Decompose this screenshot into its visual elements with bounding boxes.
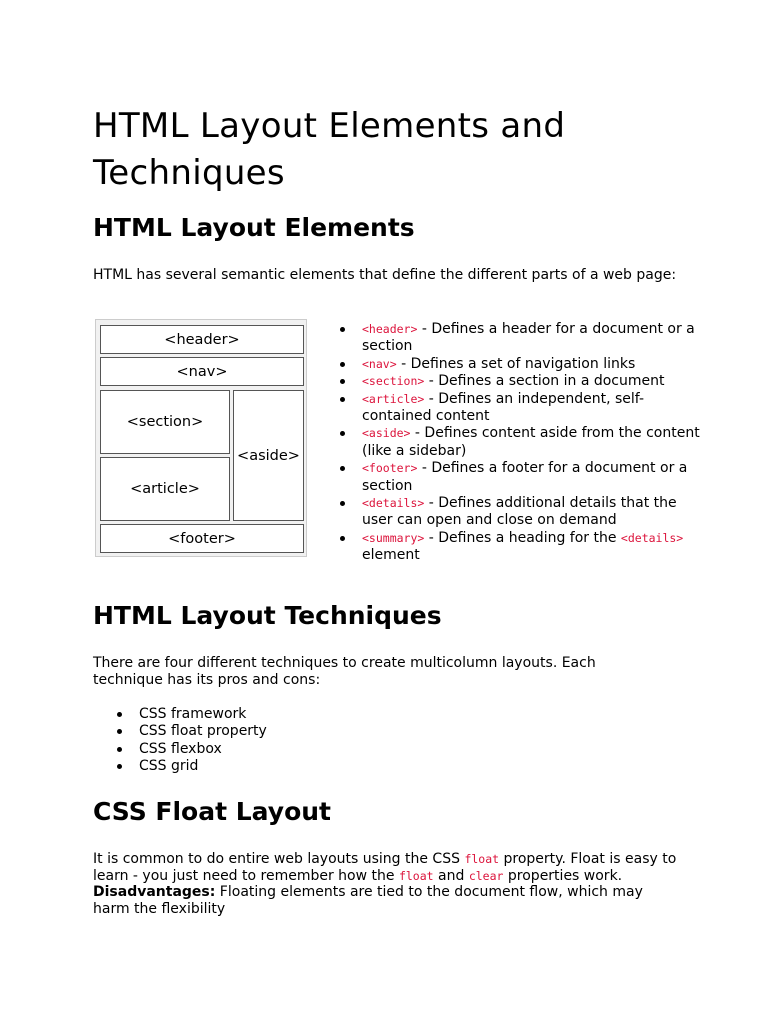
layout-diagram [95,319,307,557]
bullet-icon [117,712,122,717]
heading-layout-elements: HTML Layout Elements [93,213,415,242]
elements-intro: HTML has several semantic elements that define the different parts of a web page: [93,267,677,283]
tag-code: <details> [620,530,684,545]
list-item [362,530,707,565]
elements-list [362,321,707,565]
item-text: - Defines additional details that the user can open and close on demand [362,495,677,529]
list-item [362,495,707,530]
document-title: HTML Layout Elements and Techniques [93,106,566,193]
code-float: float [464,852,500,866]
diagram-section-box: <section> [100,390,230,454]
float-paragraph [93,851,683,917]
item-text: element [362,547,420,564]
bullet-icon [340,362,345,367]
float-text: property. Float is easy to learn - you just need to remember how the [93,851,677,884]
bullet-icon [340,327,345,332]
list-item [362,321,707,356]
tag-code: <header> [362,322,418,336]
list-item [362,391,707,426]
bullet-icon [340,431,345,436]
tag-code: <details> [362,496,425,511]
techniques-intro: There are four different techniques to create multicolumn layouts. Each technique has its pros and cons: [93,655,596,688]
item-text: - Defines a set of navigation links [396,355,636,372]
bullet-icon [117,764,122,769]
list-item [139,723,539,740]
code-float: float [398,868,434,883]
tag-code: <footer> [362,461,418,476]
tag-code: <nav> [362,356,397,371]
item-text: CSS float property [139,723,267,740]
bullet-icon [340,379,345,384]
heading-layout-techniques: HTML Layout Techniques [93,601,442,630]
diagram-article-box: <article> [100,457,230,521]
bullet-icon [117,729,122,734]
bullet-icon [340,466,345,471]
float-text: Floating elements are tied to the document flow, which may harm the flexibility [93,884,643,917]
list-item [139,741,539,758]
item-text: - Defines a heading for the [424,529,621,546]
item-text: - Defines content aside from the content (like a sidebar) [362,425,700,459]
list-item [139,706,539,723]
float-text: It is common to do entire web layouts using the CSS [93,851,465,867]
item-text: CSS grid [139,758,199,775]
tag-code: <summary> [362,530,425,545]
item-text: - Defines a header for a document or a section [362,321,695,355]
list-item [362,373,707,390]
item-text: - Defines a section in a document [424,373,665,390]
item-text: CSS framework [139,706,247,722]
code-clear: clear [468,868,504,883]
bullet-icon [117,747,122,752]
item-text: - Defines an independent, self-contained content [362,390,645,425]
bullet-icon [340,397,345,402]
heading-css-float-layout: CSS Float Layout [93,797,332,826]
tag-code: <aside> [362,426,411,441]
float-text: and [433,867,469,884]
bullet-icon [340,536,345,541]
list-item [362,356,707,373]
bullet-icon [340,501,345,506]
techniques-list [139,706,539,776]
float-text: properties work. [503,867,623,884]
tag-code: <article> [362,391,425,406]
item-text: - Defines a footer for a document or a section [362,460,688,494]
disadvantages-label: Disadvantages: [93,884,216,900]
diagram-nav-box: <nav> [100,357,304,386]
tag-code: <section> [362,374,425,389]
list-item [362,460,707,495]
diagram-header-box: <header> [100,325,304,354]
list-item [139,758,539,775]
diagram-footer-box: <footer> [100,524,304,553]
list-item [362,425,707,460]
diagram-aside-box: <aside> [233,390,304,521]
item-text: CSS flexbox [139,740,222,757]
